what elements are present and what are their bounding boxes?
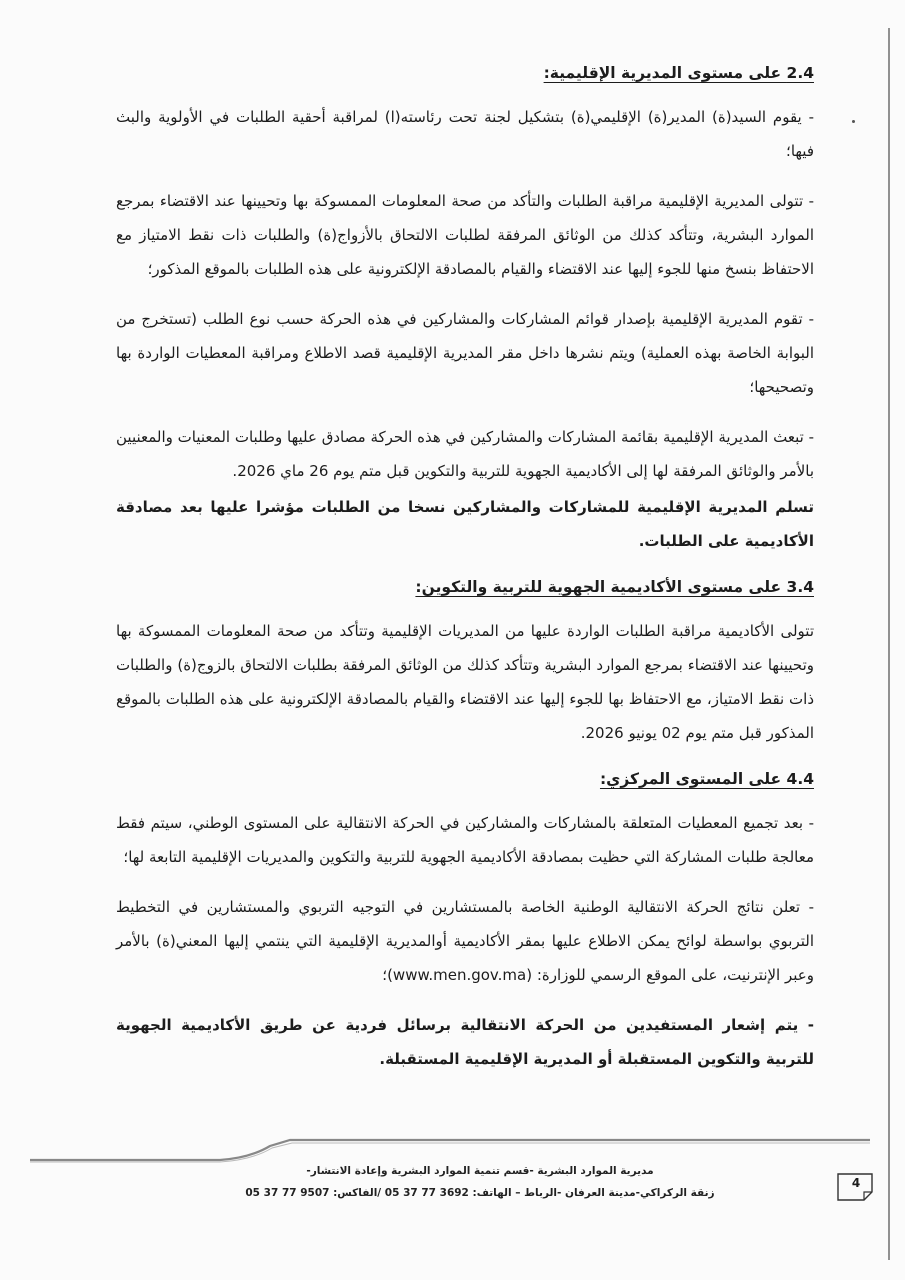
footer <box>180 1160 780 1204</box>
section-heading: 4.4 على المستوى المركزي: <box>599 770 814 788</box>
scan-page-edge <box>888 28 890 1260</box>
section-heading: 3.4 على مستوى الأكاديمية الجهوية للتربية والتكوين: <box>415 578 814 596</box>
paragraph: - تبعث المديرية الإقليمية بقائمة المشاركات والمشاركين في هذه الحركة مصادق عليها وطلبات المعنيات والمعنيين بالأمر والوثائق المرفقة لها إلى الأكاديمية الجهوية للتربية والتكوين قبل متم يوم 26 ماي 2026. <box>116 428 814 480</box>
paragraph-bold: - يتم إشعار المستفيدين من الحركة الانتقالية برسائل فردية عن طريق الأكاديمية الجهوية للتربية والتكوين المستقبلة أو المديرية الإقليمية المستقبلة. <box>116 1016 814 1068</box>
footer-contact: زنقة الركراكي-مدينة العرفان -الرباط – الهاتف: 3692 77 37 05 /الفاكس: 9507 77 37 05 <box>245 1187 715 1199</box>
document-body <box>116 60 814 1092</box>
paragraph-bold: تسلم المديرية الإقليمية للمشاركات والمشاركين نسخا من الطلبات مؤشرا عليها بعد مصادقة الأكاديمية على الطلبات. <box>116 498 814 550</box>
section-regional-academy <box>116 574 814 750</box>
paragraph: - بعد تجميع المعطيات المتعلقة بالمشاركات والمشاركين في الحركة الانتقالية على المستوى الوطني، سيتم فقط معالجة طلبات المشاركة التي حظيت بمصادقة الأكاديمية الجهوية للتربية والتكوين والمديريات الإقليمية التابعة لها؛ <box>116 814 814 866</box>
footer-department: مديرية الموارد البشرية -قسم تنمية الموارد البشرية وإعادة الانتشار- <box>306 1165 654 1177</box>
section-central-level <box>116 766 814 1076</box>
scan-mark <box>852 120 855 123</box>
paragraph: تتولى الأكاديمية مراقبة الطلبات الواردة عليها من المديريات الإقليمية وتتأكد من صحة المعلومات الممسوكة بها وتحيينها عند الاقتضاء بمرجع الموارد البشرية وتتأكد كذلك من الوثائق المرفقة بطلبات الالتحاق بالزوج(ة) والطلبات ذات نقط الامتياز، مع الاحتفاظ بها للجوء إليها عند الاقتضاء والقيام بالمصادقة الإلكترونية على هذه الطلبات بالموقع المذكور قبل متم يوم 02 يونيو 2026. <box>116 622 814 742</box>
paragraph: - يقوم السيد(ة) المدير(ة) الإقليمي(ة) بتشكيل لجنة تحت رئاسته(ا) لمراقبة أحقية الطلبات في الأولوية والبث فيها؛ <box>116 108 814 160</box>
section-provincial-directorate <box>116 60 814 558</box>
paragraph: - تقوم المديرية الإقليمية بإصدار قوائم المشاركات والمشاركين في هذه الحركة حسب نوع الطلب (تستخرج من البوابة الخاصة بهذه العملية) ويتم نشرها داخل مقر المديرية الإقليمية قصد الاطلاع ومراقبة المعطيات الواردة بها وتصحيحها؛ <box>116 310 814 396</box>
paragraph: - تعلن نتائج الحركة الانتقالية الوطنية الخاصة بالمستشارين في التوجيه التربوي والمستشارين في التخطيط التربوي بواسطة لوائح يمكن الاطلاع عليها بمقر الأكاديمية أوالمديرية الإقليمية التي ينتمي إليها المعني(ة) بالأمر وعبر الإنترنيت، على الموقع الرسمي للوزارة: (www.men.gov.ma)؛ <box>116 898 814 984</box>
page-number: 4 <box>851 1176 861 1190</box>
section-heading: 2.4 على مستوى المديرية الإقليمية: <box>543 64 814 82</box>
paragraph: - تتولى المديرية الإقليمية مراقبة الطلبات والتأكد من صحة المعلومات الممسوكة بها وتحيينها عند الاقتضاء بمرجع الموارد البشرية، وتتأكد كذلك من الوثائق المرفقة لطلبات الالتحاق بالأزواج(ة) والطلبات ذات نقط الامتياز مع الاحتفاظ بنسخ منها للجوء إليها عند الاقتضاء والقيام بالمصادقة الإلكترونية على هذه الطلبات بالموقع المذكور؛ <box>116 192 814 278</box>
